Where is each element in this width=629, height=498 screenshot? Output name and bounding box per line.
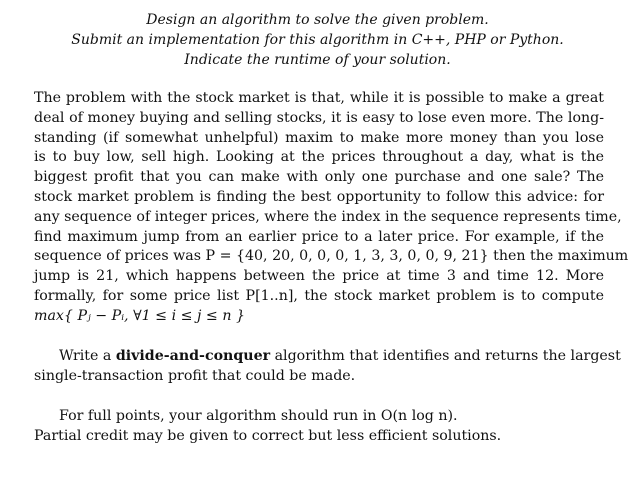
runtime-paragraph [34, 406, 604, 446]
problem-statement [34, 89, 629, 327]
problem-line: formally, for some price list P[1..n], the stock market problem is to compute [34, 287, 604, 304]
assignment-header [20, 10, 615, 70]
task-emphasis: divide-and-conquer [115, 348, 271, 364]
runtime-line-1: For full points, your algorithm should run in O(n log n). [59, 408, 458, 424]
problem-line: sequence of prices was P = {40, 20, 0, 0, 0, 1, 3, 3, 0, 0, 9, 21} then the maximum [34, 248, 629, 265]
task-suffix: algorithm that identifies and returns the largest [270, 348, 621, 364]
task-line-1 [34, 346, 621, 366]
task-paragraph [34, 346, 621, 386]
problem-line: deal of money buying and selling stocks, it is easy to lose even more. The long- [34, 109, 604, 126]
header-line-2: Submit an implementation for this algorithm in C++, PHP or Python. [71, 32, 564, 48]
problem-line: The problem with the stock market is that, while it is possible to make a great [34, 90, 604, 106]
runtime-line-2: Partial credit may be given to correct but less efficient solutions. [34, 428, 502, 444]
task-line-2: single-transaction profit that could be made. [34, 368, 356, 384]
header-line-3: Indicate the runtime of your solution. [184, 52, 451, 68]
problem-line: standing (if somewhat unhelpful) maxim to make more money than you lose [34, 129, 604, 146]
problem-line: biggest profit that you can make with only one purchase and one sale? The [34, 169, 604, 186]
problem-line: is to buy low, sell high. Looking at the prices throughout a day, what is the [34, 149, 604, 166]
task-prefix: Write a [59, 348, 116, 364]
problem-line: any sequence of integer prices, where the index in the sequence represents time, [34, 208, 622, 225]
problem-line: stock market problem is finding the best opportunity to follow this advice: for [34, 188, 604, 205]
problem-line: find maximum jump from an earlier price to a later price. For example, if the [34, 228, 604, 245]
header-line-1: Design an algorithm to solve the given problem. [146, 12, 489, 28]
formula-line: max{ Pⱼ − Pᵢ, ∀1 ≤ i ≤ j ≤ n } [34, 307, 245, 324]
problem-line: jump is 21, which happens between the price at time 3 and time 12. More [34, 268, 604, 285]
